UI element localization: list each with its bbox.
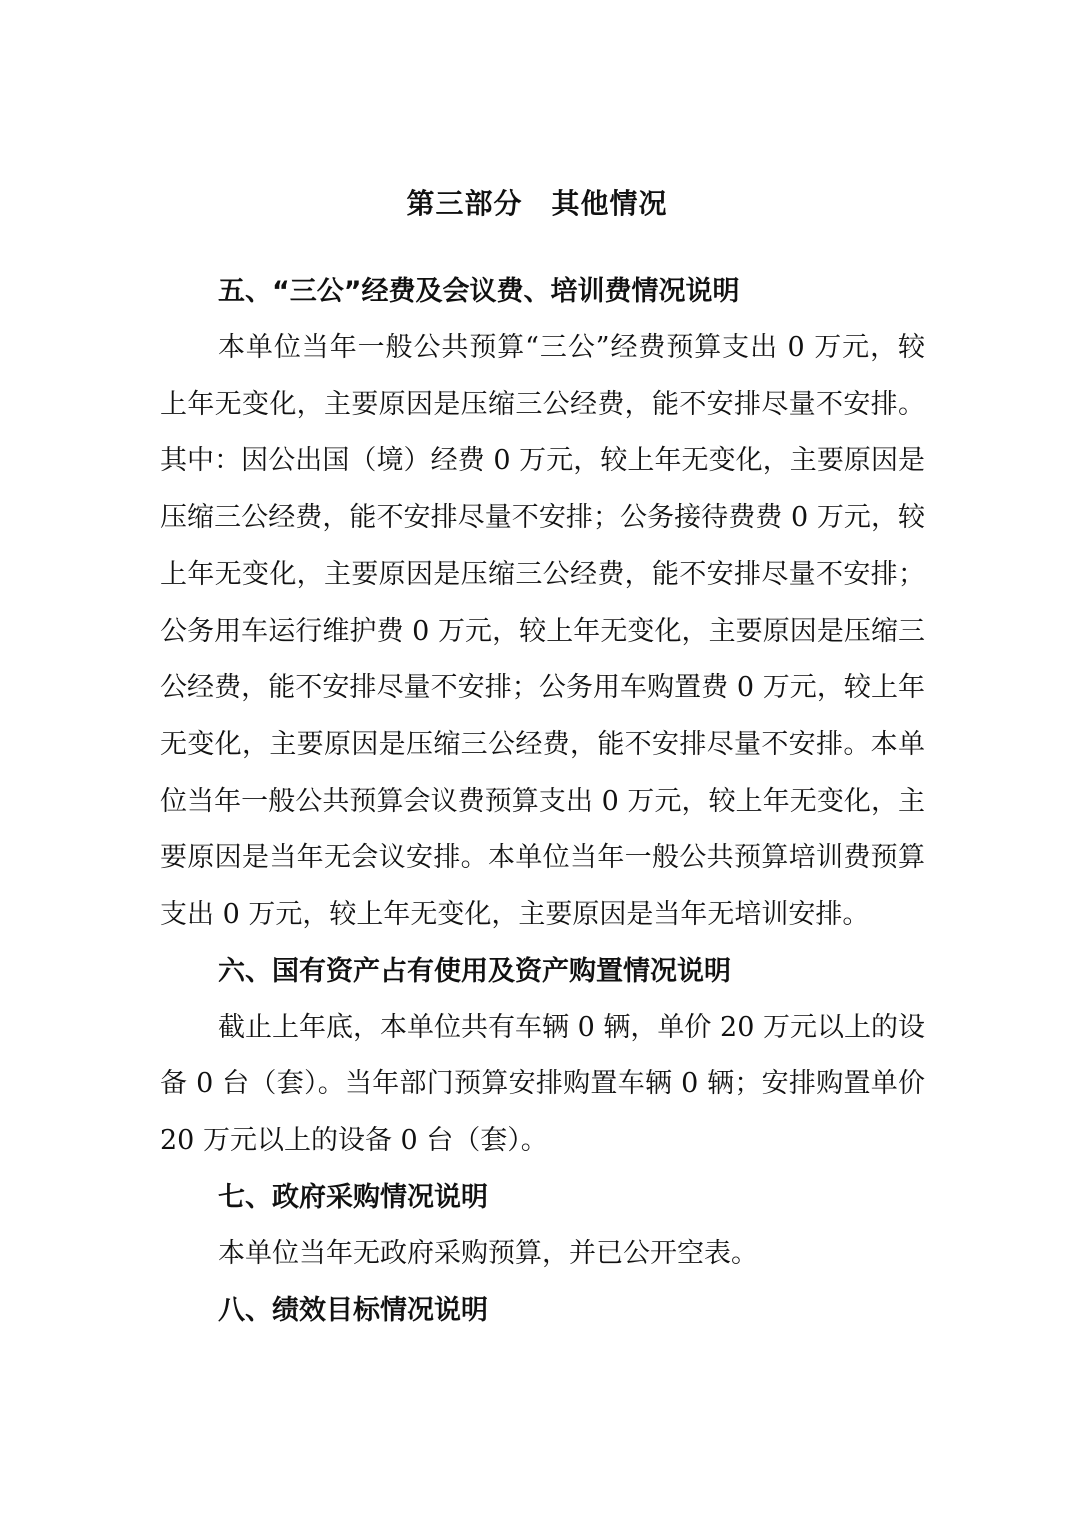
section-heading: 八、绩效目标情况说明 [218,1294,488,1326]
page-title: 第三部分 其他情况 [406,187,668,220]
section-paragraph: 本单位当年一般公共预算“三公”经费预算支出 0 万元，较上年无变化，主要原因是压缩三公经费，能不安排尽量不安排。其中：因公出国（境）经费 0 万元，较上年无变化，主要原因是压缩三公经费，能不安排尽量不安排；公务接待费费 0 万元，较上年无变化，主要原因是压缩三公经费，能不安排尽量不安排；公务用车运行维护费 0 万元，较上年无变化，主要原因是压缩三公经费，能不安排尽量不安排；公务用车购置费 0 万元，较上年无变化，主要原因是压缩三公经费，能不安排尽量不安排。本单位当年一般公共预算会议费预算支出 0 万元，较上年无变化，主要原因是当年无会议安排。本单位当年一般公共预算培训费预算支出 0 万元，较上年无变化，主要原因是当年无培训安排。 [160,332,925,931]
section-heading: 五、“三公”经费及会议费、培训费情况说明 [218,276,740,307]
section-paragraph: 截止上年底，本单位共有车辆 0 辆，单价 20 万元以上的设备 0 台（套）。当年部门预算安排购置车辆 0 辆；安排购置单价 20 万元以上的设备 0 台（套）。 [160,1011,925,1157]
section-paragraph: 本单位当年无政府采购预算，并已公开空表。 [218,1237,758,1269]
section-six [160,944,925,1170]
section-eight [160,1283,925,1339]
document-body [160,264,925,1339]
section-heading: 六、国有资产占有使用及资产购置情况说明 [218,955,731,987]
section-five [160,264,925,944]
section-heading: 七、政府采购情况说明 [218,1181,488,1213]
section-seven [160,1170,925,1283]
